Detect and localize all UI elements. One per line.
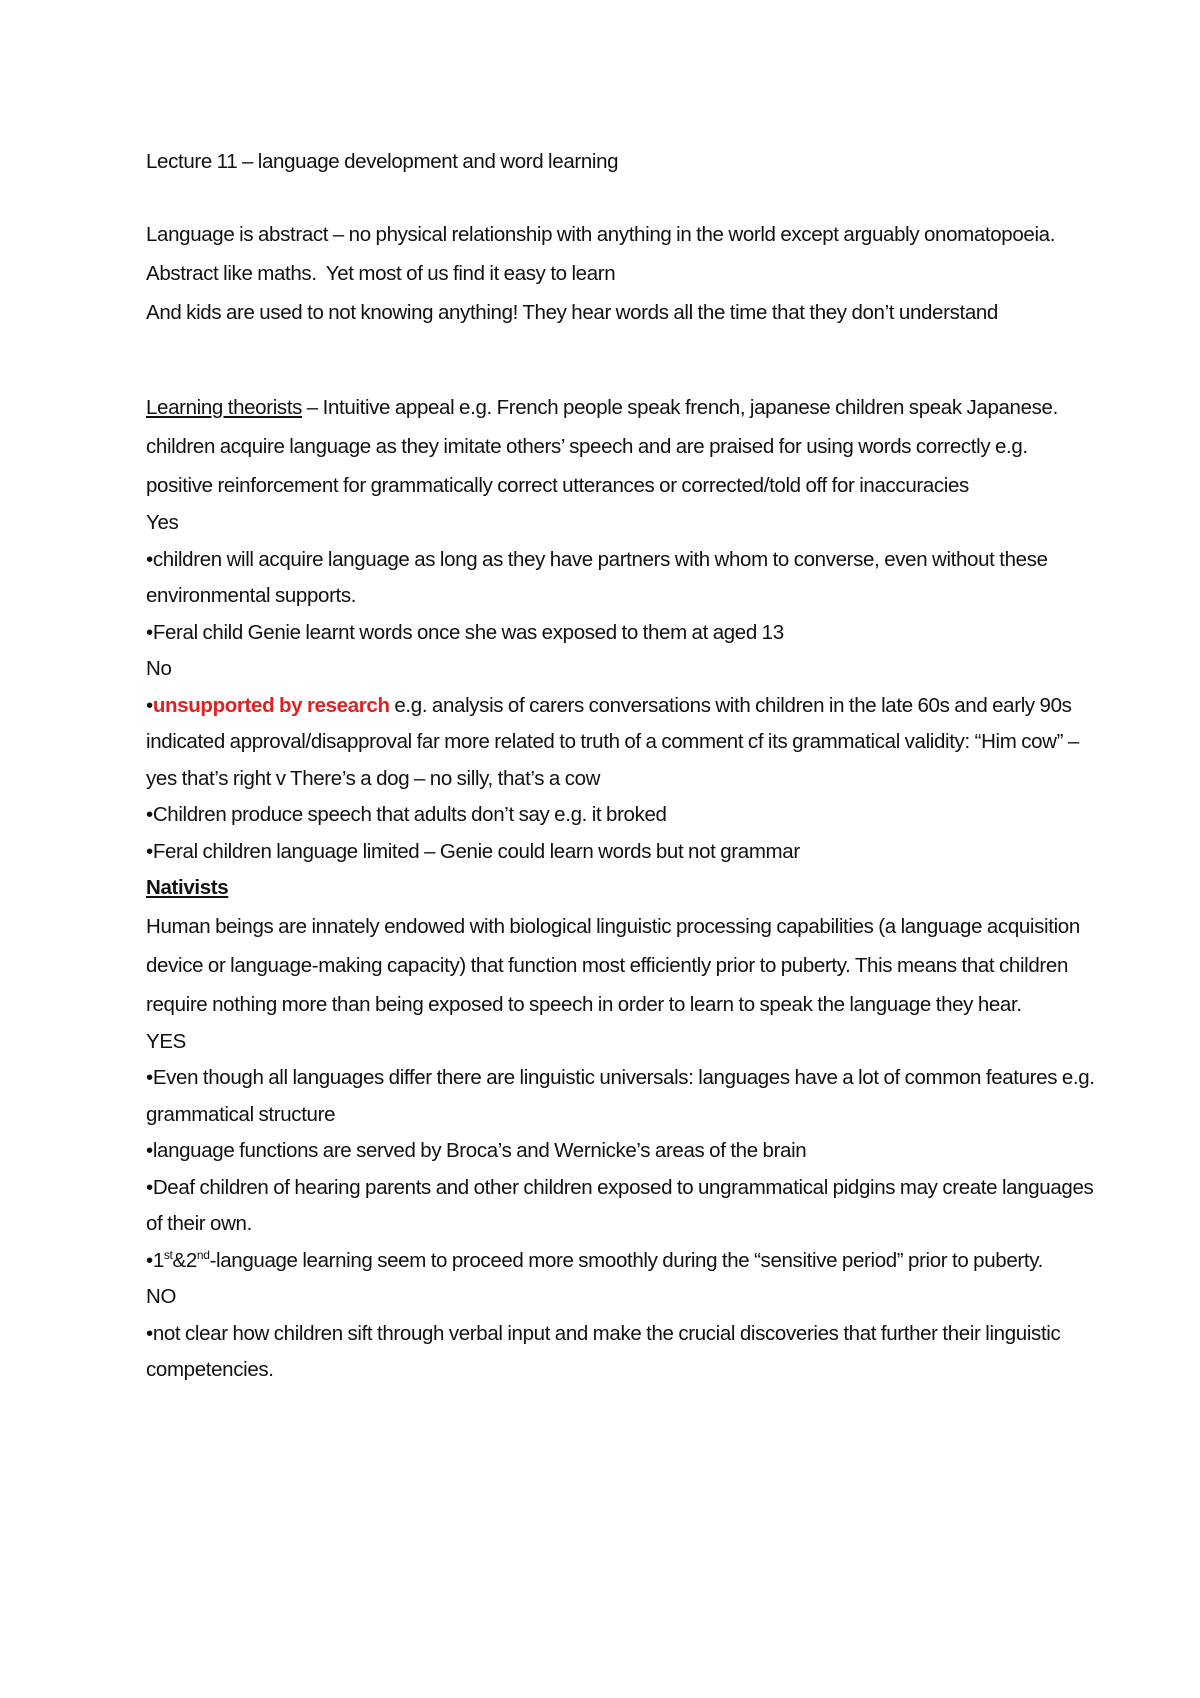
learning-no-point: •Children produce speech that adults don’t say e.g. it broked <box>146 803 667 826</box>
learning-theorists-heading: Learning theorists <box>146 396 303 419</box>
learning-no-label: No <box>146 657 172 680</box>
lecture-title: Lecture 11 – language development and word learning <box>146 150 619 173</box>
intro-paragraph: Language is abstract – no physical relationship with anything in the world except arguably onomatopoeia. Abstract like maths. Yet most of us find it easy to learn <box>146 223 1064 285</box>
learning-yes-point: •Feral child Genie learnt words once she was exposed to them at aged 13 <box>146 620 784 644</box>
learning-theorists-paragraph <box>146 388 1096 505</box>
learning-theorists-description: – Intuitive appeal e.g. French people speak french, japanese children speak Japanese. children acquire language as they imitate others’ speech and are praised for using words correctly e.g. positive reinforcement for grammatically correct utterances or corrected/told off for inaccuracies <box>146 396 1063 497</box>
point-text: •1 <box>146 1248 164 1272</box>
learning-no-point-text: e.g. analysis of carers conversations with children in the late 60s and early 90s indicated approval/disapproval far more related to truth of a comment cf its grammatical validity: “Him cow” – yes that’s right v There’s a dog – no silly, that’s a cow <box>146 693 1084 790</box>
nativists-yes-label: YES <box>146 1029 186 1053</box>
point-text: -language learning seem to proceed more smoothly during the “sensitive period” prior to puberty. <box>209 1248 1043 1272</box>
document-body <box>146 148 1100 1389</box>
learning-yes-label: Yes <box>146 511 179 534</box>
nativists-yes-point: •Deaf children of hearing parents and other children exposed to ungrammatical pidgins may create languages of their own. <box>146 1175 1099 1235</box>
bullet: • <box>146 693 153 717</box>
superscript: nd <box>196 1247 210 1262</box>
section-spacer <box>146 332 1096 388</box>
intro-paragraph-kids: And kids are used to not knowing anything! They hear words all the time that they don’t understand <box>146 301 998 324</box>
nativists-no-label: NO <box>146 1285 177 1308</box>
nativists-yes-point: •language functions are served by Broca’s and Wernicke’s areas of the brain <box>146 1139 807 1162</box>
learning-no-point <box>146 688 1096 798</box>
nativists-no-point: •not clear how children sift through verbal input and make the crucial discoveries that further their linguistic competencies. <box>146 1321 1066 1381</box>
unsupported-highlight: unsupported by research <box>152 693 390 717</box>
point-text: &2 <box>172 1248 197 1272</box>
nativists-description: Human beings are innately endowed with biological linguistic processing capabilities (a language acquisition device or language-making capacity) that function most efficiently prior to puberty. This means that children require nothing more than being exposed to speech in order to learn to speak the language they hear. <box>146 914 1085 1016</box>
nativists-heading: Nativists <box>146 876 229 899</box>
learning-no-point: •Feral children language limited – Genie could learn words but not grammar <box>146 839 800 863</box>
nativists-yes-point: •Even though all languages differ there are linguistic universals: languages have a lot of common features e.g. grammatical structure <box>146 1066 1100 1126</box>
superscript: st <box>163 1247 173 1262</box>
learning-yes-point: •children will acquire language as long as they have partners with whom to converse, even without these environmental supports. <box>146 547 1053 607</box>
nativists-yes-point <box>146 1243 1096 1280</box>
